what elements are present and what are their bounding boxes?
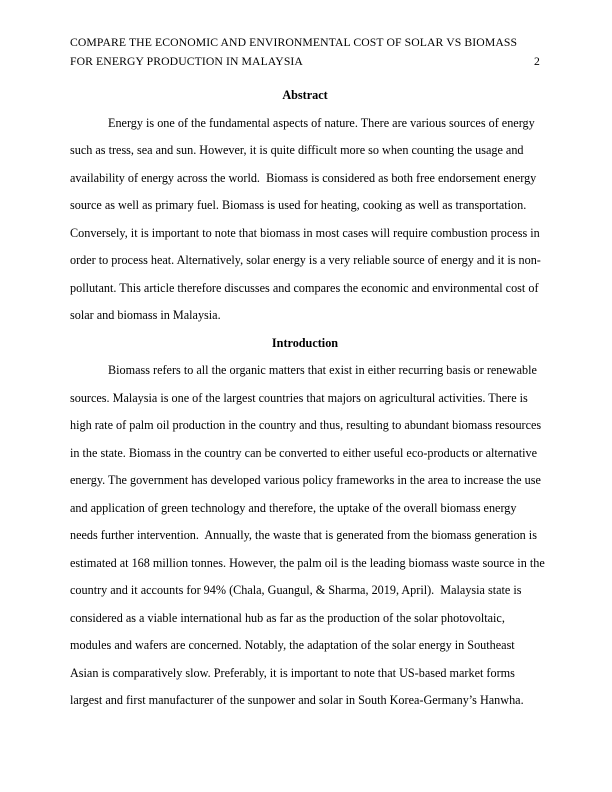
text-line: Energy is one of the fundamental aspects of nature. There are various sources of energy bbox=[108, 115, 535, 130]
running-header-line-2: FOR ENERGY PRODUCTION IN MALAYSIA bbox=[70, 55, 303, 68]
introduction-paragraph bbox=[70, 357, 545, 715]
text-line: solar and biomass in Malaysia. bbox=[70, 308, 221, 322]
text-line: Biomass refers to all the organic matters that exist in either recurring basis or renewable bbox=[108, 363, 537, 377]
text-line: and application of green technology and therefore, the uptake of the overall biomass energy bbox=[70, 500, 517, 515]
text-line: largest and first manufacturer of the sunpower and solar in South Korea-Germany’s Hanwha. bbox=[70, 693, 524, 707]
running-header bbox=[70, 33, 540, 71]
text-line: considered as a viable international hub as far as the production of the solar photovoltaic, bbox=[70, 610, 505, 625]
text-line: such as tress, sea and sun. However, it is quite difficult more so when counting the usage and bbox=[70, 143, 524, 157]
text-line: country and it accounts for 94% (Chala, Guangul, & Sharma, 2019, April). Malaysia state is bbox=[70, 583, 522, 597]
abstract-paragraph bbox=[70, 110, 540, 330]
page-number: 2 bbox=[534, 55, 540, 68]
text-line: sources. Malaysia is one of the largest countries that majors on agricultural activities. There is bbox=[70, 390, 528, 405]
text-line: estimated at 168 million tonnes. However, the palm oil is the leading biomass waste source in the bbox=[70, 555, 545, 570]
text-line: source as well as primary fuel. Biomass is used for heating, cooking as well as transportation. bbox=[70, 198, 527, 212]
text-line: in the state. Biomass in the country can be converted to either useful eco-products or alternative bbox=[70, 445, 538, 460]
text-line: modules and wafers are concerned. Notably, the adaptation of the solar energy in Southeast bbox=[70, 638, 515, 652]
section-heading-abstract: Abstract bbox=[282, 88, 328, 102]
document-body bbox=[70, 82, 545, 715]
text-line: high rate of palm oil production in the country and thus, resulting to abundant biomass resources bbox=[70, 418, 542, 432]
text-line: availability of energy across the world. Biomass is considered as both free endorsement energy bbox=[70, 170, 537, 185]
text-line: needs further intervention. Annually, the waste that is generated from the biomass generation is bbox=[70, 528, 537, 542]
section-heading-introduction: Introduction bbox=[271, 335, 339, 350]
text-line: energy. The government has developed various policy frameworks in the area to increase the use bbox=[70, 473, 541, 487]
text-line: order to process heat. Alternatively, solar energy is a very reliable source of energy and it is non- bbox=[70, 253, 541, 267]
running-header-line-2-row bbox=[70, 52, 540, 71]
text-line: pollutant. This article therefore discusses and compares the economic and environmental cost of bbox=[70, 280, 539, 295]
text-line: Conversely, it is important to note that biomass in most cases will require combustion process in bbox=[70, 225, 540, 240]
text-line: Asian is comparatively slow. Preferably, it is important to note that US-based market forms bbox=[70, 665, 515, 680]
running-header-line-1: COMPARE THE ECONOMIC AND ENVIRONMENTAL COST OF SOLAR VS BIOMASS bbox=[70, 36, 518, 49]
